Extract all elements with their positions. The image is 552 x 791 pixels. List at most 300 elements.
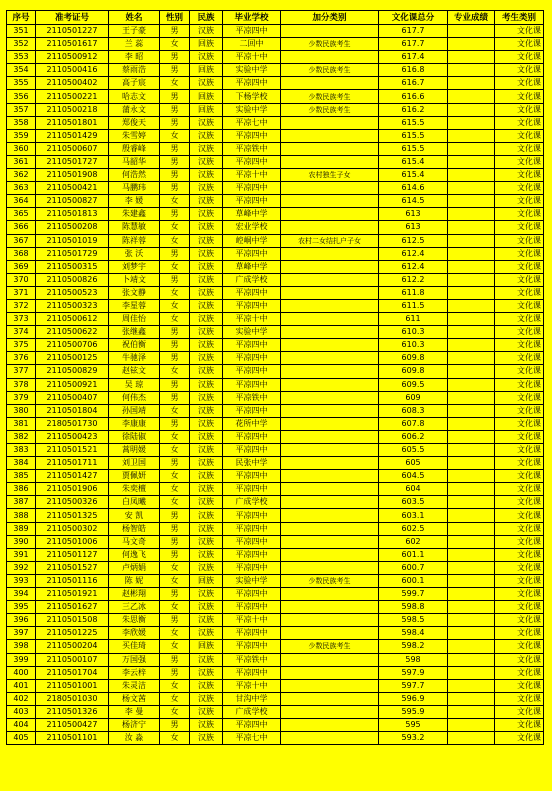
cell-index: 355 <box>7 77 36 90</box>
cell-index: 394 <box>7 588 36 601</box>
cell-gender: 男 <box>160 535 190 548</box>
cell-total: 600.7 <box>379 561 448 574</box>
cell-name: 买佳琦 <box>109 640 160 653</box>
cell-school: 广成学校 <box>223 273 281 286</box>
cell-category: 文化课 <box>495 718 544 731</box>
cell-gender: 男 <box>160 509 190 522</box>
cell-total: 602 <box>379 535 448 548</box>
cell-gender: 女 <box>160 365 190 378</box>
cell-gender: 女 <box>160 679 190 692</box>
col-header-specialty: 专业成绩 <box>448 11 495 25</box>
cell-specialty <box>448 378 495 391</box>
cell-gender: 男 <box>160 339 190 352</box>
cell-school: 民张中学 <box>223 457 281 470</box>
cell-specialty <box>448 548 495 561</box>
cell-category: 文化课 <box>495 182 544 195</box>
cell-bonus <box>281 601 379 614</box>
cell-category: 文化课 <box>495 614 544 627</box>
cell-category: 文化课 <box>495 470 544 483</box>
cell-bonus <box>281 535 379 548</box>
cell-category: 文化课 <box>495 142 544 155</box>
cell-ethnicity: 汉族 <box>190 417 223 430</box>
cell-school: 实验中学 <box>223 574 281 587</box>
cell-gender: 女 <box>160 444 190 457</box>
cell-exam-id: 2110501527 <box>36 561 109 574</box>
cell-exam-id: 2110501729 <box>36 247 109 260</box>
cell-total: 606.2 <box>379 430 448 443</box>
cell-school: 草峰中学 <box>223 208 281 221</box>
cell-bonus <box>281 208 379 221</box>
cell-total: 597.9 <box>379 666 448 679</box>
cell-ethnicity: 汉族 <box>190 182 223 195</box>
cell-specialty <box>448 404 495 417</box>
cell-ethnicity: 汉族 <box>190 195 223 208</box>
table-row <box>7 326 544 339</box>
col-header-index: 序号 <box>7 11 36 25</box>
table-row <box>7 548 544 561</box>
cell-specialty <box>448 299 495 312</box>
cell-bonus <box>281 299 379 312</box>
cell-ethnicity: 回族 <box>190 103 223 116</box>
cell-index: 356 <box>7 90 36 103</box>
cell-category: 文化课 <box>495 195 544 208</box>
cell-total: 599.7 <box>379 588 448 601</box>
cell-index: 354 <box>7 64 36 77</box>
cell-name: 哈志文 <box>109 90 160 103</box>
cell-gender: 男 <box>160 247 190 260</box>
cell-exam-id: 2110500421 <box>36 182 109 195</box>
cell-ethnicity: 汉族 <box>190 155 223 168</box>
table-row <box>7 103 544 116</box>
cell-bonus <box>281 77 379 90</box>
cell-exam-id: 2110501429 <box>36 129 109 142</box>
cell-name: 李康康 <box>109 417 160 430</box>
cell-name: 陈 妮 <box>109 574 160 587</box>
cell-index: 371 <box>7 286 36 299</box>
cell-exam-id: 2110501908 <box>36 169 109 182</box>
cell-bonus <box>281 627 379 640</box>
cell-exam-id: 2110500706 <box>36 339 109 352</box>
cell-category: 文化课 <box>495 64 544 77</box>
cell-name: 何逸飞 <box>109 548 160 561</box>
cell-category: 文化课 <box>495 588 544 601</box>
cell-gender: 男 <box>160 666 190 679</box>
cell-specialty <box>448 732 495 745</box>
cell-category: 文化课 <box>495 116 544 129</box>
cell-bonus <box>281 365 379 378</box>
cell-gender: 女 <box>160 496 190 509</box>
cell-category: 文化课 <box>495 430 544 443</box>
cell-ethnicity: 汉族 <box>190 116 223 129</box>
cell-exam-id: 2110501521 <box>36 444 109 457</box>
cell-index: 367 <box>7 234 36 247</box>
cell-exam-id: 2110501427 <box>36 470 109 483</box>
cell-gender: 男 <box>160 522 190 535</box>
cell-name: 赵铉文 <box>109 365 160 378</box>
cell-exam-id: 2110501801 <box>36 116 109 129</box>
cell-school: 平凉四中 <box>223 286 281 299</box>
cell-index: 393 <box>7 574 36 587</box>
cell-name: 吴 琼 <box>109 378 160 391</box>
cell-index: 365 <box>7 208 36 221</box>
cell-index: 361 <box>7 155 36 168</box>
table-row <box>7 692 544 705</box>
table-row <box>7 496 544 509</box>
cell-total: 610.3 <box>379 326 448 339</box>
cell-exam-id: 2110501001 <box>36 679 109 692</box>
cell-exam-id: 2110500423 <box>36 430 109 443</box>
cell-name: 牛驰泽 <box>109 352 160 365</box>
cell-exam-id: 2110500107 <box>36 653 109 666</box>
cell-ethnicity: 汉族 <box>190 326 223 339</box>
cell-school: 平凉四中 <box>223 247 281 260</box>
col-header-bonus: 加分类别 <box>281 11 379 25</box>
cell-bonus <box>281 732 379 745</box>
cell-gender: 女 <box>160 430 190 443</box>
cell-total: 612.4 <box>379 247 448 260</box>
cell-specialty <box>448 614 495 627</box>
col-header-ethnicity: 民族 <box>190 11 223 25</box>
cell-index: 378 <box>7 378 36 391</box>
cell-gender: 女 <box>160 77 190 90</box>
cell-gender: 男 <box>160 90 190 103</box>
cell-category: 文化课 <box>495 155 544 168</box>
cell-specialty <box>448 339 495 352</box>
cell-total: 607.8 <box>379 417 448 430</box>
col-header-name: 姓名 <box>109 11 160 25</box>
cell-specialty <box>448 430 495 443</box>
cell-bonus <box>281 522 379 535</box>
cell-gender: 女 <box>160 732 190 745</box>
cell-index: 399 <box>7 653 36 666</box>
cell-gender: 女 <box>160 561 190 574</box>
table-row <box>7 509 544 522</box>
cell-specialty <box>448 640 495 653</box>
cell-category: 文化课 <box>495 169 544 182</box>
cell-index: 372 <box>7 299 36 312</box>
cell-bonus <box>281 378 379 391</box>
cell-total: 595 <box>379 718 448 731</box>
cell-exam-id: 2110500323 <box>36 299 109 312</box>
cell-exam-id: 2110500427 <box>36 718 109 731</box>
cell-name: 徐陆俶 <box>109 430 160 443</box>
cell-exam-id: 2110501508 <box>36 614 109 627</box>
cell-bonus <box>281 286 379 299</box>
cell-school: 平凉四中 <box>223 77 281 90</box>
cell-school: 平凉四中 <box>223 483 281 496</box>
cell-exam-id: 2110500921 <box>36 378 109 391</box>
cell-school: 实验中学 <box>223 103 281 116</box>
cell-school: 平凉四中 <box>223 182 281 195</box>
table-row <box>7 299 544 312</box>
cell-index: 396 <box>7 614 36 627</box>
cell-index: 379 <box>7 391 36 404</box>
table-row <box>7 273 544 286</box>
table-row <box>7 77 544 90</box>
cell-bonus <box>281 496 379 509</box>
cell-bonus <box>281 692 379 705</box>
cell-index: 388 <box>7 509 36 522</box>
cell-total: 615.5 <box>379 142 448 155</box>
cell-specialty <box>448 457 495 470</box>
cell-exam-id: 2110501711 <box>36 457 109 470</box>
cell-total: 603.1 <box>379 509 448 522</box>
cell-gender: 女 <box>160 221 190 234</box>
cell-bonus: 农村二女结扎户子女 <box>281 234 379 247</box>
cell-bonus <box>281 457 379 470</box>
cell-exam-id: 2110501326 <box>36 705 109 718</box>
cell-bonus <box>281 195 379 208</box>
cell-name: 祝伯衡 <box>109 339 160 352</box>
cell-gender: 男 <box>160 273 190 286</box>
cell-category: 文化课 <box>495 221 544 234</box>
cell-specialty <box>448 326 495 339</box>
cell-name: 蔡雨浩 <box>109 64 160 77</box>
cell-gender: 女 <box>160 234 190 247</box>
cell-total: 596.9 <box>379 692 448 705</box>
cell-category: 文化课 <box>495 25 544 38</box>
cell-ethnicity: 汉族 <box>190 404 223 417</box>
cell-ethnicity: 汉族 <box>190 299 223 312</box>
cell-total: 609.8 <box>379 365 448 378</box>
cell-category: 文化课 <box>495 732 544 745</box>
cell-gender: 男 <box>160 208 190 221</box>
cell-school: 平凉四中 <box>223 548 281 561</box>
cell-name: 汝 淼 <box>109 732 160 745</box>
cell-category: 文化课 <box>495 313 544 326</box>
table-row <box>7 588 544 601</box>
cell-specialty <box>448 169 495 182</box>
cell-name: 卜靖文 <box>109 273 160 286</box>
cell-total: 612.4 <box>379 260 448 273</box>
cell-exam-id: 2110501127 <box>36 548 109 561</box>
cell-category: 文化课 <box>495 378 544 391</box>
cell-exam-id: 2110501006 <box>36 535 109 548</box>
cell-name: 高子宸 <box>109 77 160 90</box>
cell-specialty <box>448 129 495 142</box>
cell-gender: 男 <box>160 378 190 391</box>
cell-ethnicity: 汉族 <box>190 444 223 457</box>
cell-bonus <box>281 116 379 129</box>
cell-total: 609.8 <box>379 352 448 365</box>
cell-gender: 女 <box>160 286 190 299</box>
cell-gender: 女 <box>160 640 190 653</box>
cell-bonus: 少数民族考生 <box>281 64 379 77</box>
cell-name: 卢炳娟 <box>109 561 160 574</box>
cell-total: 611.8 <box>379 286 448 299</box>
cell-ethnicity: 汉族 <box>190 378 223 391</box>
table-row <box>7 470 544 483</box>
cell-exam-id: 2110500523 <box>36 286 109 299</box>
cell-exam-id: 2110500827 <box>36 195 109 208</box>
cell-school: 平凉四中 <box>223 195 281 208</box>
cell-specialty <box>448 444 495 457</box>
cell-specialty <box>448 142 495 155</box>
cell-total: 614.5 <box>379 195 448 208</box>
cell-name: 杨济宁 <box>109 718 160 731</box>
cell-specialty <box>448 313 495 326</box>
cell-specialty <box>448 352 495 365</box>
cell-name: 何浩然 <box>109 169 160 182</box>
cell-total: 598.8 <box>379 601 448 614</box>
cell-total: 615.4 <box>379 155 448 168</box>
cell-ethnicity: 汉族 <box>190 483 223 496</box>
cell-specialty <box>448 601 495 614</box>
cell-gender: 女 <box>160 627 190 640</box>
cell-bonus <box>281 548 379 561</box>
cell-total: 598.4 <box>379 627 448 640</box>
cell-total: 614.6 <box>379 182 448 195</box>
cell-total: 605 <box>379 457 448 470</box>
cell-bonus <box>281 142 379 155</box>
cell-index: 401 <box>7 679 36 692</box>
table-row <box>7 195 544 208</box>
cell-total: 598.2 <box>379 640 448 653</box>
cell-ethnicity: 汉族 <box>190 666 223 679</box>
cell-bonus <box>281 470 379 483</box>
cell-name: 朱思衡 <box>109 614 160 627</box>
cell-category: 文化课 <box>495 692 544 705</box>
cell-category: 文化课 <box>495 90 544 103</box>
cell-gender: 男 <box>160 391 190 404</box>
cell-exam-id: 2110500315 <box>36 260 109 273</box>
table-row <box>7 116 544 129</box>
cell-name: 孙国靖 <box>109 404 160 417</box>
cell-bonus <box>281 718 379 731</box>
cell-gender: 男 <box>160 51 190 64</box>
cell-exam-id: 2110501627 <box>36 601 109 614</box>
table-row <box>7 561 544 574</box>
cell-bonus <box>281 417 379 430</box>
cell-exam-id: 2110500826 <box>36 273 109 286</box>
cell-total: 604.5 <box>379 470 448 483</box>
col-header-school: 毕业学校 <box>223 11 281 25</box>
cell-bonus <box>281 313 379 326</box>
cell-name: 贾佩妍 <box>109 470 160 483</box>
table-row <box>7 313 544 326</box>
cell-total: 602.5 <box>379 522 448 535</box>
cell-bonus <box>281 260 379 273</box>
cell-ethnicity: 汉族 <box>190 561 223 574</box>
cell-bonus <box>281 155 379 168</box>
cell-school: 宏业学校 <box>223 221 281 234</box>
cell-bonus <box>281 129 379 142</box>
table-row <box>7 457 544 470</box>
cell-school: 平凉十中 <box>223 614 281 627</box>
cell-total: 615.5 <box>379 116 448 129</box>
cell-index: 402 <box>7 692 36 705</box>
cell-index: 382 <box>7 430 36 443</box>
cell-ethnicity: 汉族 <box>190 25 223 38</box>
cell-index: 366 <box>7 221 36 234</box>
cell-specialty <box>448 417 495 430</box>
col-header-gender: 性别 <box>160 11 190 25</box>
cell-index: 389 <box>7 522 36 535</box>
cell-category: 文化课 <box>495 103 544 116</box>
cell-ethnicity: 汉族 <box>190 653 223 666</box>
cell-exam-id: 2110500607 <box>36 142 109 155</box>
cell-index: 357 <box>7 103 36 116</box>
cell-bonus <box>281 561 379 574</box>
cell-gender: 女 <box>160 692 190 705</box>
table-row <box>7 705 544 718</box>
table-row <box>7 182 544 195</box>
cell-school: 广成学校 <box>223 496 281 509</box>
cell-name: 马文奇 <box>109 535 160 548</box>
cell-school: 平凉四中 <box>223 404 281 417</box>
table-row <box>7 129 544 142</box>
table-row <box>7 666 544 679</box>
cell-ethnicity: 汉族 <box>190 234 223 247</box>
cell-ethnicity: 汉族 <box>190 692 223 705</box>
table-row <box>7 90 544 103</box>
table-row <box>7 365 544 378</box>
cell-name: 朱雪婷 <box>109 129 160 142</box>
cell-category: 文化课 <box>495 561 544 574</box>
cell-ethnicity: 汉族 <box>190 509 223 522</box>
cell-total: 611.5 <box>379 299 448 312</box>
table-row <box>7 522 544 535</box>
cell-index: 381 <box>7 417 36 430</box>
cell-specialty <box>448 260 495 273</box>
cell-total: 615.5 <box>379 129 448 142</box>
table-row <box>7 535 544 548</box>
cell-bonus <box>281 509 379 522</box>
cell-school: 平凉四中 <box>223 129 281 142</box>
cell-specialty <box>448 627 495 640</box>
cell-ethnicity: 汉族 <box>190 142 223 155</box>
cell-gender: 男 <box>160 326 190 339</box>
cell-index: 360 <box>7 142 36 155</box>
cell-school: 草峰中学 <box>223 260 281 273</box>
cell-ethnicity: 汉族 <box>190 339 223 352</box>
cell-school: 平凉十中 <box>223 679 281 692</box>
cell-school: 平凉十中 <box>223 51 281 64</box>
cell-category: 文化课 <box>495 548 544 561</box>
cell-ethnicity: 回族 <box>190 38 223 51</box>
cell-total: 608.3 <box>379 404 448 417</box>
table-row <box>7 718 544 731</box>
cell-school: 平凉七中 <box>223 732 281 745</box>
cell-name: 兰 蕊 <box>109 38 160 51</box>
cell-specialty <box>448 509 495 522</box>
cell-ethnicity: 汉族 <box>190 352 223 365</box>
table-row <box>7 404 544 417</box>
cell-category: 文化课 <box>495 640 544 653</box>
table-row <box>7 653 544 666</box>
cell-bonus <box>281 182 379 195</box>
cell-index: 386 <box>7 483 36 496</box>
cell-category: 文化课 <box>495 509 544 522</box>
cell-specialty <box>448 574 495 587</box>
cell-name: 杨智皓 <box>109 522 160 535</box>
cell-school: 平凉铁中 <box>223 391 281 404</box>
table-row <box>7 444 544 457</box>
cell-school: 广成学校 <box>223 705 281 718</box>
cell-total: 612.2 <box>379 273 448 286</box>
cell-category: 文化课 <box>495 653 544 666</box>
cell-gender: 女 <box>160 260 190 273</box>
cell-category: 文化课 <box>495 77 544 90</box>
cell-school: 平凉四中 <box>223 352 281 365</box>
cell-category: 文化课 <box>495 601 544 614</box>
cell-ethnicity: 汉族 <box>190 588 223 601</box>
cell-gender: 女 <box>160 299 190 312</box>
table-row <box>7 679 544 692</box>
cell-ethnicity: 回族 <box>190 64 223 77</box>
cell-gender: 女 <box>160 574 190 587</box>
cell-name: 周佳怡 <box>109 313 160 326</box>
